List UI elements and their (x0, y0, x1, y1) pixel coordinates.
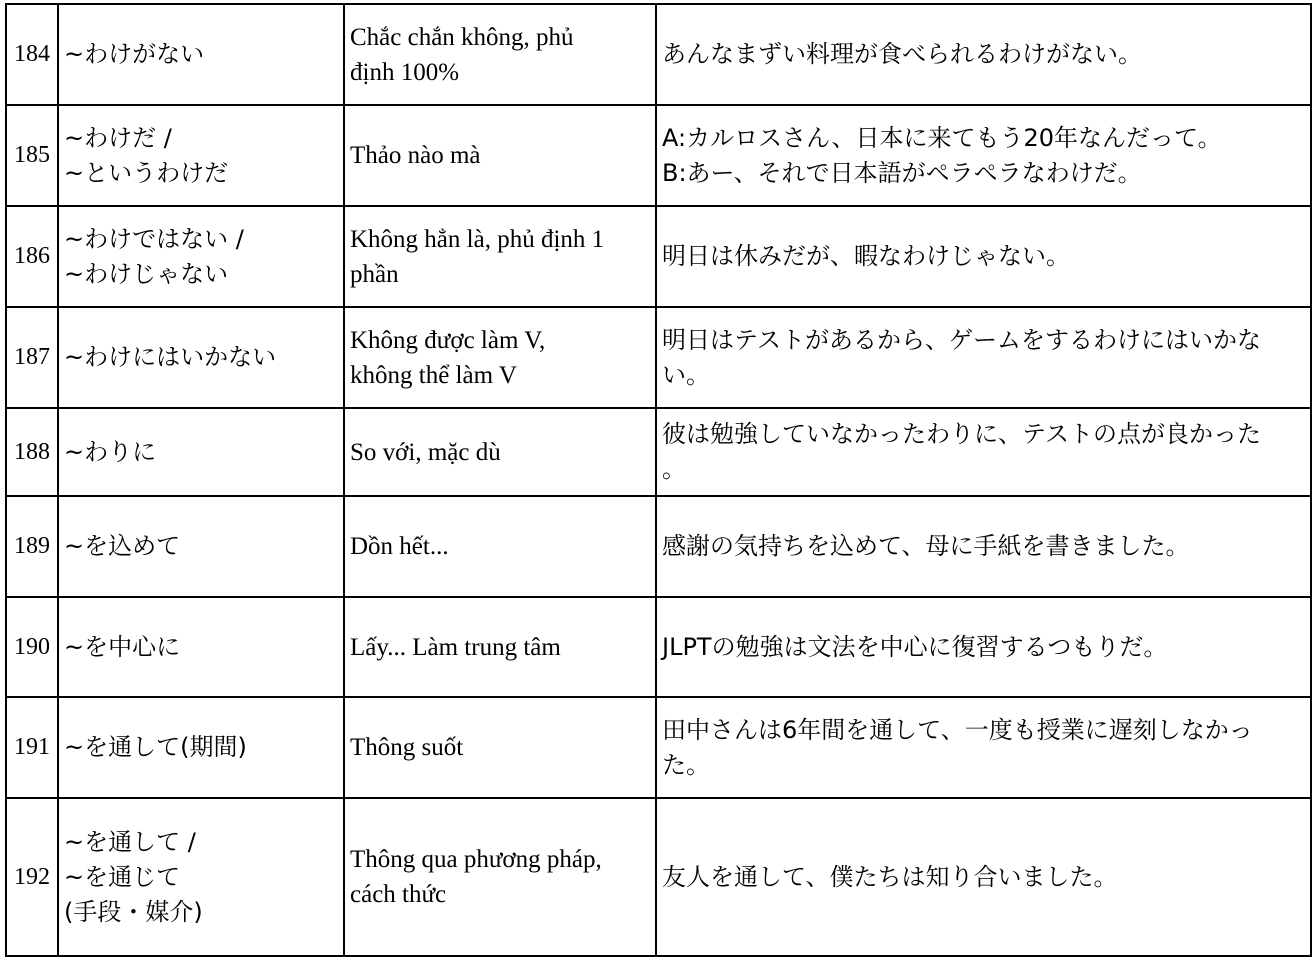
table-row (6, 307, 1311, 408)
row-number: 186 (6, 206, 58, 307)
vietnamese-meaning: Chắc chắn không, phủ định 100% (344, 4, 656, 105)
vietnamese-meaning: Thông qua phương pháp, cách thức (344, 798, 656, 956)
table-row (6, 597, 1311, 697)
grammar-pattern: ~を通して(期間) (58, 697, 344, 798)
row-number: 192 (6, 798, 58, 956)
vietnamese-meaning: Dồn hết... (344, 496, 656, 597)
vietnamese-meaning: Thông suốt (344, 697, 656, 798)
example-sentence: 感謝の気持ちを込めて、母に手紙を書きました。 (656, 496, 1311, 597)
table-row (6, 408, 1311, 496)
example-sentence: 明日はテストがあるから、ゲームをするわけにはいかな い。 (656, 307, 1311, 408)
table-row (6, 105, 1311, 206)
example-sentence: A:カルロスさん、日本に来てもう20年なんだって。 B:あー、それで日本語がペラペラなわけだ。 (656, 105, 1311, 206)
row-number: 190 (6, 597, 58, 697)
row-number: 187 (6, 307, 58, 408)
example-sentence: 田中さんは6年間を通して、一度も授業に遅刻しなかっ た。 (656, 697, 1311, 798)
grammar-pattern: ~を込めて (58, 496, 344, 597)
table-row (6, 496, 1311, 597)
table-row (6, 206, 1311, 307)
example-sentence: 友人を通して、僕たちは知り合いました。 (656, 798, 1311, 956)
table-row (6, 4, 1311, 105)
grammar-pattern: ~わけではない / ~わけじゃない (58, 206, 344, 307)
row-number: 184 (6, 4, 58, 105)
example-sentence: 彼は勉強していなかったわりに、テストの点が良かった 。 (656, 408, 1311, 496)
grammar-pattern: ~わけにはいかない (58, 307, 344, 408)
example-sentence: あんなまずい料理が食べられるわけがない。 (656, 4, 1311, 105)
table-row (6, 697, 1311, 798)
row-number: 189 (6, 496, 58, 597)
table-row (6, 798, 1311, 956)
vietnamese-meaning: Thảo nào mà (344, 105, 656, 206)
example-sentence: 明日は休みだが、暇なわけじゃない。 (656, 206, 1311, 307)
vietnamese-meaning: So với, mặc dù (344, 408, 656, 496)
vietnamese-meaning: Lấy... Làm trung tâm (344, 597, 656, 697)
row-number: 188 (6, 408, 58, 496)
row-number: 191 (6, 697, 58, 798)
vietnamese-meaning: Không được làm V, không thể làm V (344, 307, 656, 408)
grammar-pattern: ~わりに (58, 408, 344, 496)
example-sentence: JLPTの勉強は文法を中心に復習するつもりだ。 (656, 597, 1311, 697)
grammar-table (5, 3, 1312, 957)
grammar-pattern: ~わけがない (58, 4, 344, 105)
grammar-pattern: ~を通して / ~を通じて (手段・媒介) (58, 798, 344, 956)
vietnamese-meaning: Không hẳn là, phủ định 1 phần (344, 206, 656, 307)
row-number: 185 (6, 105, 58, 206)
grammar-table-body (6, 4, 1311, 956)
grammar-pattern: ~わけだ / ~というわけだ (58, 105, 344, 206)
grammar-pattern: ~を中心に (58, 597, 344, 697)
